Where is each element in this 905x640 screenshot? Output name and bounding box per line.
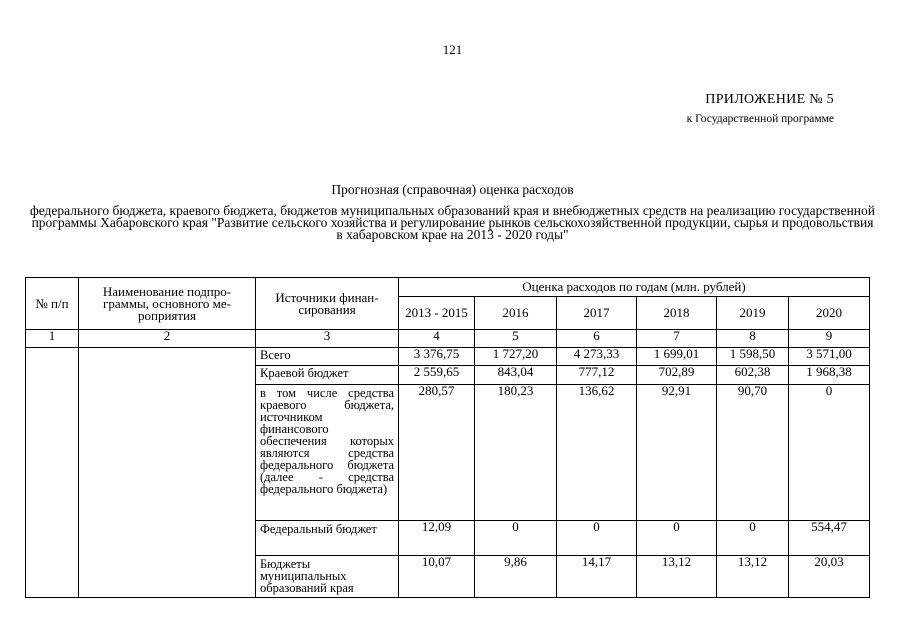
value-cell: 0 [637,521,717,556]
header-year: 2018 [637,297,717,330]
value-cell: 0 [475,521,557,556]
row-name-cell [79,348,256,598]
value-cell: 1 968,38 [789,366,870,385]
value-cell: 12,09 [399,521,475,556]
header-name: Наименование подпро-граммы, основного ме-роприятия [79,278,256,330]
column-number: 1 [26,330,79,348]
table-row [26,348,870,366]
value-cell: 777,12 [557,366,637,385]
value-cell: 10,07 [399,556,475,598]
value-cell: 1 699,01 [637,348,717,366]
header-year: 2019 [717,297,789,330]
value-cell: 20,03 [789,556,870,598]
source-cell: Федеральный бюджет [256,521,399,556]
appendix-title: ПРИЛОЖЕНИЕ № 5 [705,92,834,107]
header-year: 2017 [557,297,637,330]
column-number: 4 [399,330,475,348]
page-number: 121 [442,42,463,57]
header-year: 2016 [475,297,557,330]
value-cell: 0 [789,385,870,521]
value-cell: 1 598,50 [717,348,789,366]
column-number: 9 [789,330,870,348]
value-cell: 702,89 [637,366,717,385]
header-year: 2013 - 2015 [399,297,475,330]
value-cell: 602,38 [717,366,789,385]
value-cell: 0 [717,521,789,556]
document-subtitle: федерального бюджета, краевого бюджета, бюджетов муниципальных образований края и внебюджетных средств на реализацию государственной программы Хабаровского края "Развитие сельского хозяйства и регулирование рынков сельскохозяйственной продукции, сырья и продовольствия в хабаровском крае на 2013 - 2020 годы" [30,203,875,242]
value-cell: 1 727,20 [475,348,557,366]
value-cell: 2 559,65 [399,366,475,385]
row-num-cell [26,348,79,598]
header-num: № п/п [26,278,79,330]
value-cell: 280,57 [399,385,475,521]
column-number: 2 [79,330,256,348]
header-year: 2020 [789,297,870,330]
source-cell: Бюджеты муниципальных образований края [256,556,399,598]
value-cell: 13,12 [717,556,789,598]
header-estimate: Оценка расходов по годам (млн. рублей) [399,278,870,297]
header-source: Источники финан-сирования [256,278,399,330]
source-cell: Всего [256,348,399,366]
column-number: 5 [475,330,557,348]
value-cell: 92,91 [637,385,717,521]
value-cell: 136,62 [557,385,637,521]
value-cell: 180,23 [475,385,557,521]
value-cell: 3 376,75 [399,348,475,366]
source-cell: Краевой бюджет [256,366,399,385]
column-number: 7 [637,330,717,348]
budget-table [25,277,870,598]
column-number: 8 [717,330,789,348]
value-cell: 9,86 [475,556,557,598]
value-cell: 3 571,00 [789,348,870,366]
source-cell: в том числе средства краевого бюджета, источником финансового обеспечения которых являются средства федерального бюджета (далее - средства федерального бюджета) [256,385,399,521]
value-cell: 13,12 [637,556,717,598]
column-number: 6 [557,330,637,348]
document-title: Прогнозная (справочная) оценка расходов [331,182,574,197]
value-cell: 554,47 [789,521,870,556]
value-cell: 843,04 [475,366,557,385]
appendix-subtitle: к Государственной программе [686,113,834,125]
value-cell: 0 [557,521,637,556]
value-cell: 4 273,33 [557,348,637,366]
value-cell: 14,17 [557,556,637,598]
value-cell: 90,70 [717,385,789,521]
column-number: 3 [256,330,399,348]
